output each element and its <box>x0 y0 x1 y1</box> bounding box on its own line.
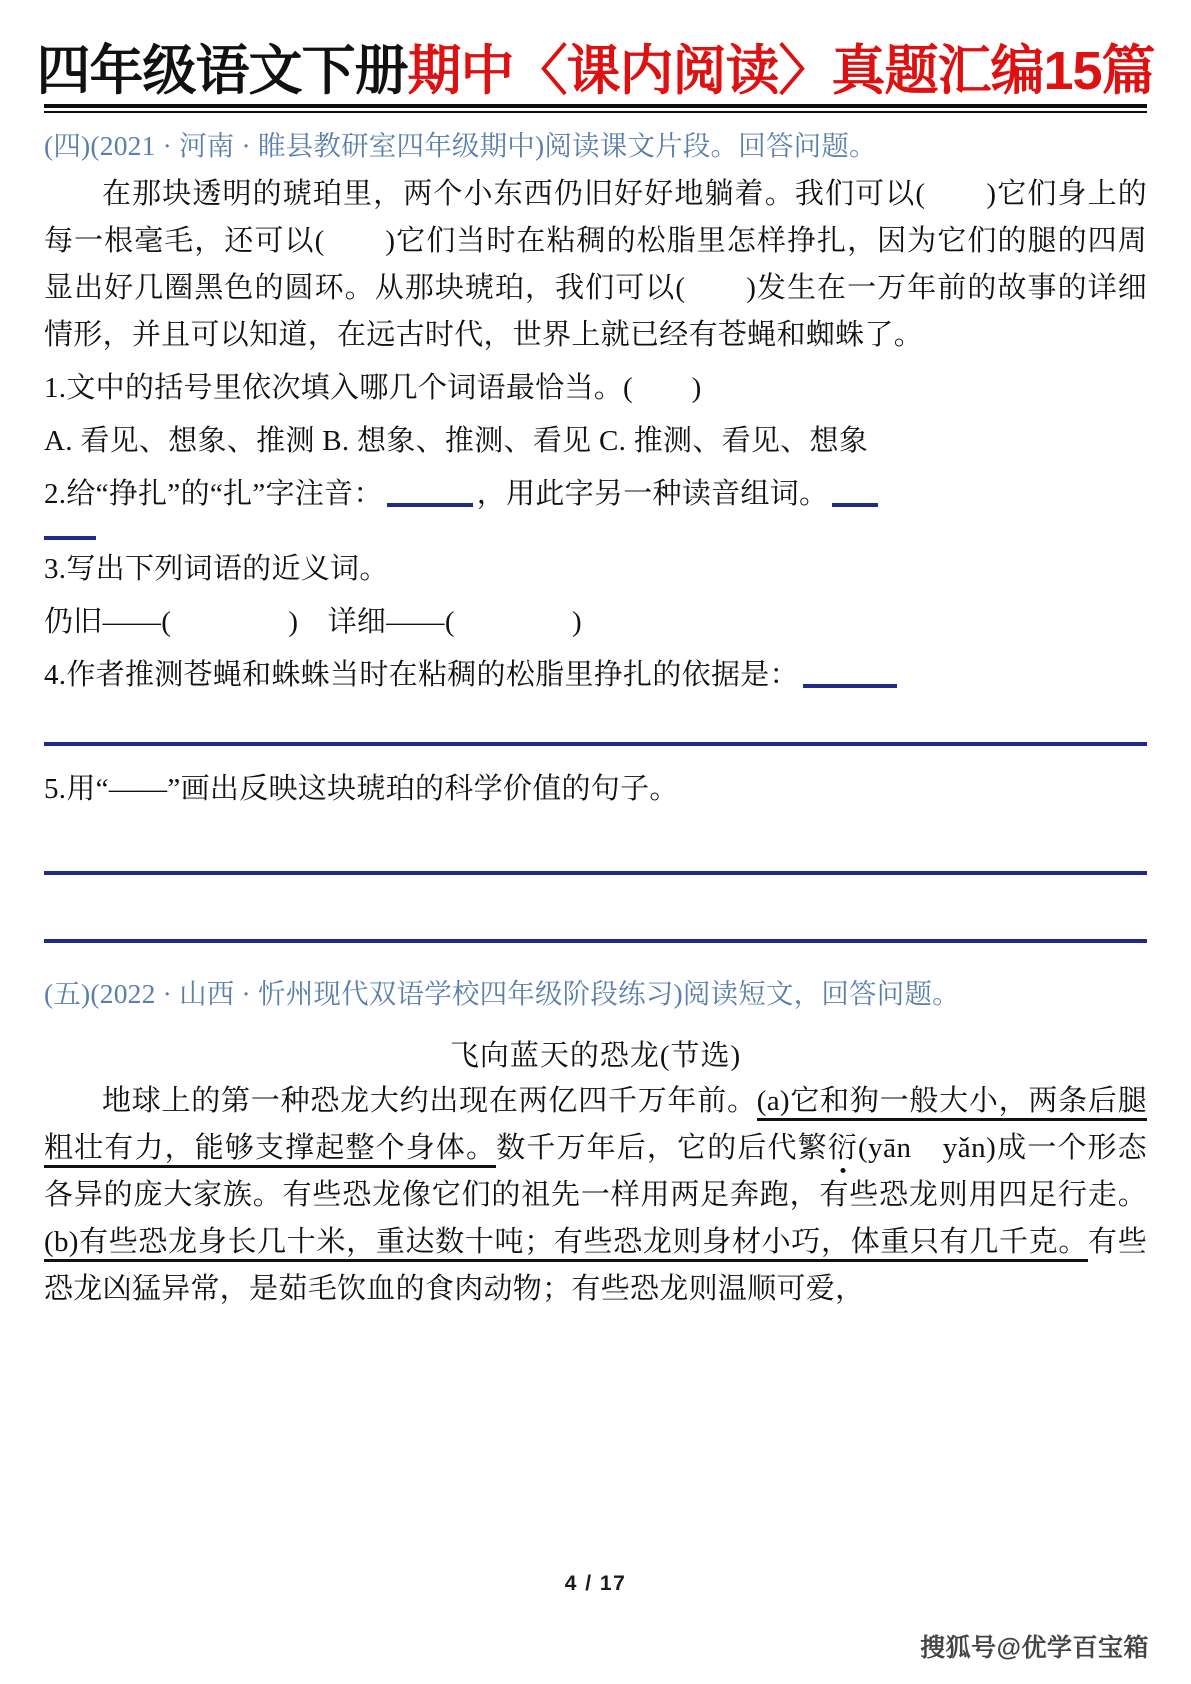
question-1-number: 1. <box>44 371 67 404</box>
question-2-answer-blank-2[interactable] <box>832 503 878 507</box>
section-five-passage <box>44 1078 1147 1313</box>
question-3-text: 写出下列词语的近义词。 <box>66 552 389 585</box>
question-5-number: 5. <box>44 773 67 806</box>
question-1-text: 文中的括号里依次填入哪几个词语最恰当。( ) <box>66 371 702 404</box>
question-5-answer-rule-2[interactable] <box>44 939 1147 943</box>
section-four-passage: 在那块透明的琥珀里，两个小东西仍旧好好地躺着。我们可以( )它们身上的每一根毫毛，还可以( )它们当时在粘稠的松脂里怎样挣扎，因为它们的腿的四周显出好几圈黑色的圆环。从那块琥珀，我们可以( )发生在一万年前的故事的详细情形，并且可以知道，在远古时代，世界上就已经有苍蝇和蜘蛛了。 <box>44 177 1147 351</box>
passage-sentence-after-a-1: 数千万年后，它的后代繁 <box>496 1132 828 1165</box>
section-five-passage-title: 飞向蓝天的恐龙(节选) <box>449 1040 742 1073</box>
question-4-number: 4. <box>44 658 67 691</box>
question-4-text: 作者推测苍蝇和蛛蛛当时在粘稠的松脂里挣扎的依据是： <box>66 658 799 691</box>
question-2-text-middle: ，用此字另一种读音组词。 <box>476 477 829 510</box>
question-1-options <box>44 418 1147 465</box>
question-1-options-text: A. 看见、想象、推测 B. 想象、推测、看见 C. 推测、看见、想象 <box>44 424 869 457</box>
question-5-answer-rule-1[interactable] <box>44 871 1147 875</box>
question-4-answer-rule[interactable] <box>44 742 1147 746</box>
passage-sentence-plain: 地球上的第一种恐龙大约出现在两亿四千万年前。 <box>102 1085 757 1118</box>
question-2-text-before: 给“挣扎”的“扎”字注音： <box>66 477 383 510</box>
question-3-number: 3. <box>44 552 67 585</box>
question-4-answer-blank-inline[interactable] <box>803 684 897 688</box>
watermark: 搜狐号@优学百宝箱 <box>920 1634 1149 1662</box>
question-2-answer-blank-1[interactable] <box>387 503 473 507</box>
page-number-footer: 4 / 17 <box>564 1572 627 1595</box>
section-four-source-heading: (四)(2021 · 河南 · 睢县教研室四年级期中)阅读课文片段。回答问题。 <box>44 130 877 161</box>
question-3-pairs <box>44 599 1147 646</box>
passage-sentence-after-a-2: 成一个形态各异的庞大家族。有些恐龙像它们的祖先一样用两足奔跑，有些恐龙则用四足行走。 <box>44 1132 1147 1212</box>
question-2-answer-blank-3[interactable] <box>44 536 96 540</box>
page-title-black-part: 四年级语文下册 <box>36 41 408 101</box>
question-3-pairs-text: 仍旧——( ) 详细——( ) <box>44 605 582 638</box>
passage-dotted-character: 衍 <box>827 1132 858 1165</box>
page-title-red-part: 期中〈课内阅读〉真题汇编15篇 <box>407 41 1155 101</box>
passage-marked-sentence-b: (b)有些恐龙身长几十米，重达数十吨；有些恐龙则身材小巧，体重只有几千克。 <box>44 1226 1088 1262</box>
section-five-source-heading: (五)(2022 · 山西 · 忻州现代双语学校四年级阶段练习)阅读短文，回答问题。 <box>44 978 960 1010</box>
question-3 <box>44 546 1147 593</box>
question-1 <box>44 365 1147 412</box>
masthead-divider <box>44 104 1147 113</box>
page-title <box>36 41 1155 102</box>
question-4 <box>44 652 1147 699</box>
question-2 <box>44 471 1147 518</box>
passage-sentence-tail: 有些恐龙凶猛异常，是茹毛饮血的食肉动物；有些恐龙则温顺可爱， <box>44 1226 1147 1306</box>
passage-pinyin-options: (yān yǎn) <box>857 1132 997 1165</box>
question-2-number: 2. <box>44 477 67 510</box>
question-5-text: 用“——”画出反映这块琥珀的科学价值的句子。 <box>66 773 679 806</box>
question-5 <box>44 766 1147 813</box>
passage-marked-sentence-a: (a)它和狗一般大小，两条后腿粗壮有力，能够支撑起整个身体。 <box>44 1085 1147 1168</box>
